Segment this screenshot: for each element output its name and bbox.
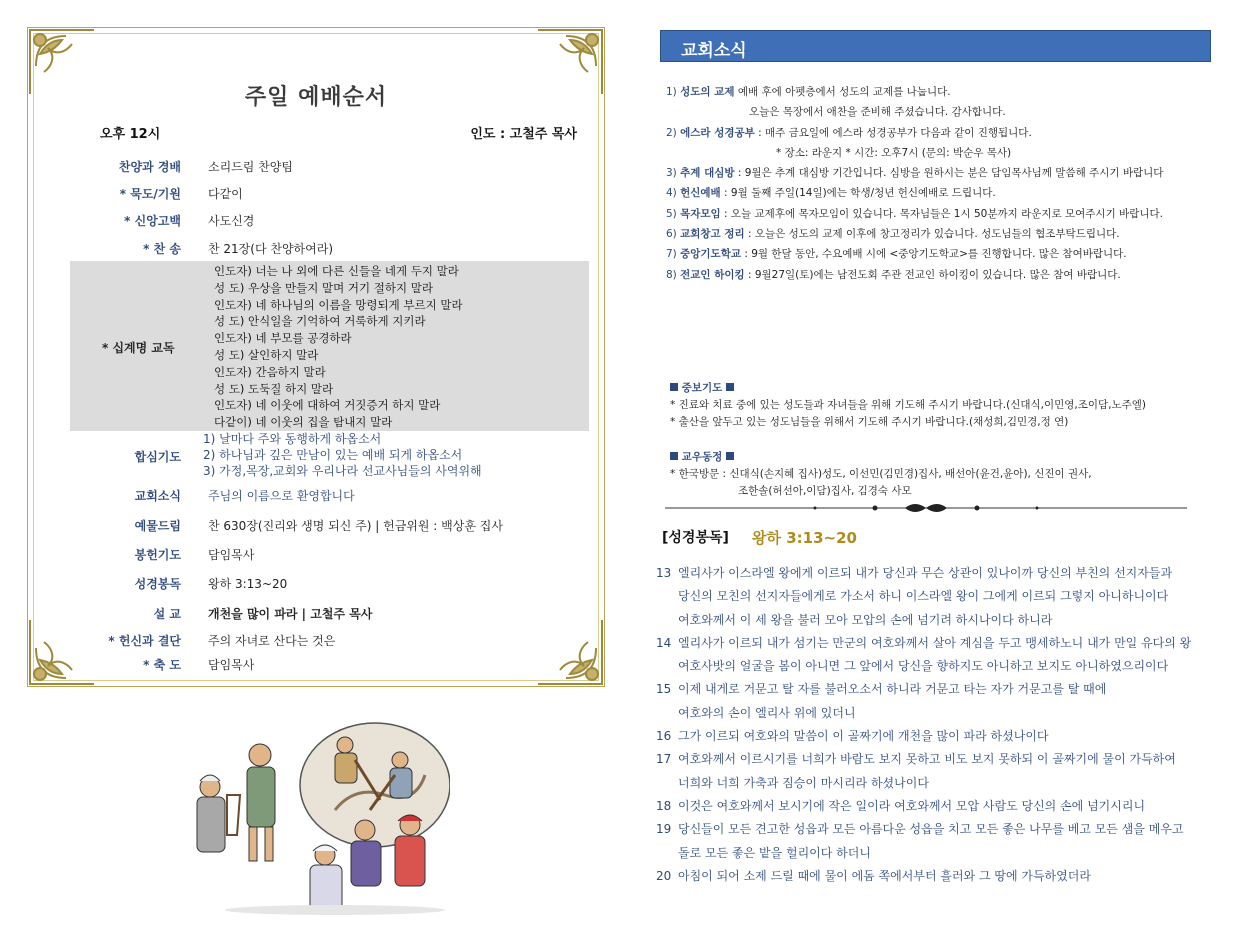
commandments-lines (214, 263, 463, 431)
item-value: 다같이 (208, 187, 243, 201)
news-head: 전교인 하이킹 (680, 268, 745, 281)
item-label: * 헌신과 결단 (108, 634, 181, 648)
news-header (660, 30, 1211, 62)
members-head: 교우동정 (681, 451, 723, 463)
commandment-line: 성 도) 살인하지 말라 (214, 347, 319, 362)
item-value: 찬 630장(진리와 생명 되신 주) | 헌금위원 : 백상훈 집사 (208, 519, 503, 533)
verse-text: 그가 이르되 여호와의 말씀이 이 골짜기에 개천을 많이 파라 하셨나이다 (678, 729, 1049, 744)
bible-reference: 왕하 3:13~20 (752, 529, 857, 547)
item-label: 교회소식 (134, 489, 181, 503)
news-text: 예배 후에 아펫층에서 성도의 교제를 나눕니다. (734, 86, 951, 98)
verse-line (656, 865, 1191, 888)
ornament-divider-icon (665, 500, 1187, 516)
item-value: 담임목사 (208, 658, 255, 672)
news-head: 에스라 성경공부 (680, 126, 755, 139)
worship-order-panel (27, 27, 605, 687)
section-heading (670, 449, 1092, 466)
item-label: * 묵도/기원 (119, 187, 181, 201)
news-num: 1) (666, 86, 677, 98)
news-list (666, 82, 1163, 285)
news-text: : 매주 금요일에 에스라 성경공부가 다음과 같이 진행됩니다. (754, 126, 1032, 139)
commandment-line: 인도자) 네 이웃에 대하여 거짓증거 하지 말라 (214, 398, 441, 413)
news-num: 3) (666, 167, 677, 180)
verse-text: 엘리사가 이르되 내가 섬기는 만군의 여호와께서 살아 계심을 두고 맹세하노니 내가 만일 유다의 왕 (678, 635, 1192, 650)
members-line: 조한솔(허선아,이담)집사, 김경숙 사모 (738, 485, 912, 497)
news-head: 헌신예배 (680, 187, 721, 200)
item-label: * 찬 송 (143, 242, 181, 256)
news-text: : 9월 한달 동안, 수요예배 시에 <중앙기도학교>를 진행합니다. 많은 참여바랍니다. (740, 248, 1127, 261)
ornament-corner-icon (534, 616, 606, 688)
news-text: : 9월은 추계 대심방 기간입니다. 심방을 원하시는 분은 담임목사님께 말씀해 주시기 바랍니다 (734, 167, 1164, 180)
commandment-line: 인도자) 너는 나 외에 다른 신들을 네게 두지 말라 (214, 264, 459, 278)
verse-text: 엘리사가 이스라엘 왕에게 이르되 내가 당신과 무슨 상관이 있나이까 당신의 부친의 선지자들과 (678, 566, 1173, 580)
verse-text: 이제 내게로 거문고 탈 자를 불러오소서 하니라 거문고 타는 자가 거문고를 탈 때에 (678, 682, 1107, 697)
item-label: * 축 도 (143, 658, 181, 672)
commandment-line: 성 도) 안식일을 기억하여 거룩하게 지키라 (214, 314, 426, 329)
verse-number: 16 (656, 729, 672, 744)
news-head: 중앙기도학교 (680, 248, 741, 261)
prayer-line: 3) 가정,목장,교회와 우리나라 선교사님들의 사역위해 (203, 464, 482, 478)
news-title: 교회소식 (681, 41, 747, 61)
news-text: : 오늘은 성도의 교제 이후에 창고정리가 있습니다. 성도님들의 협조부탁드립니다. (744, 228, 1120, 241)
verse-number: 20 (656, 868, 672, 883)
verse-line (656, 818, 1191, 841)
news-text: : 오늘 교제후에 목자모임이 있습니다. 목자님들은 1시 50분까지 라운지로 모여주시기 바랍니다. (720, 207, 1163, 220)
bible-reading-heading: [성경봉독] (662, 530, 729, 546)
square-bullet-icon (726, 383, 734, 391)
intercession-section (670, 380, 1146, 431)
news-num: 6) (666, 228, 677, 241)
verse-line (656, 678, 1191, 701)
verse-number: 19 (656, 822, 672, 837)
commandment-line: 다같이) 네 이웃의 집을 탐내지 말라 (214, 415, 393, 430)
ornament-corner-icon (26, 616, 98, 688)
item-label: 찬양과 경배 (118, 160, 181, 174)
verse-text: 아침이 되어 소제 드릴 때에 물이 에돔 쪽에서부터 흘러와 그 땅에 가득하였더라 (678, 868, 1091, 883)
item-label: 성경봉독 (134, 577, 181, 591)
square-bullet-icon (726, 452, 734, 460)
news-text: : 9월27일(토)에는 남전도회 주관 전교인 하이킹이 있습니다. 많은 참여 바랍니다. (744, 268, 1121, 281)
news-item-cont: 오늘은 목장에서 애찬을 준비해 주셨습니다. 감사합니다. (749, 106, 1006, 119)
news-num: 4) (666, 187, 677, 200)
news-item (666, 224, 1163, 244)
section-heading (670, 380, 1146, 397)
commandment-line: 성 도) 도둑질 하지 말라 (214, 381, 334, 396)
news-head: 추계 대심방 (680, 167, 735, 180)
service-leader: 인도 : 고철주 목사 (470, 127, 577, 142)
news-num: 7) (666, 248, 677, 261)
verse-text: 여호와께서 이르시기를 너희가 바람도 보지 못하고 비도 보지 못하되 이 골짜기에 물이 가득하여 (678, 752, 1176, 767)
verse-number: 13 (656, 566, 672, 580)
news-item (666, 265, 1163, 285)
verse-number: 15 (656, 682, 672, 697)
intercession-head: 중보기도 (681, 382, 723, 394)
verse-text: 당신들이 모든 견고한 성읍과 모든 아름다운 성읍을 치고 모든 좋은 나무를 베고 모든 샘을 메우고 (678, 822, 1184, 837)
news-text: : 9월 둘째 주일(14일)에는 학생/청년 헌신예배로 드립니다. (720, 187, 996, 200)
news-item (666, 82, 1163, 102)
verse-line: 돌로 모든 좋은 밭을 헐리이다 하더니 (678, 845, 871, 860)
verse-number: 14 (656, 635, 672, 650)
members-section (670, 449, 1092, 500)
verse-line (656, 748, 1191, 771)
item-value: 주의 자녀로 산다는 것은 (208, 634, 336, 648)
item-value: 소리드림 찬양팀 (208, 160, 293, 174)
item-value: 담임목사 (208, 548, 255, 562)
news-item (666, 244, 1163, 264)
news-head: 교회창고 정리 (680, 228, 745, 241)
item-label: * 신앙고백 (124, 214, 181, 228)
service-time: 오후 12시 (100, 127, 161, 142)
verse-line (656, 562, 1191, 585)
verse-line (656, 725, 1191, 748)
news-num: 2) (666, 126, 677, 139)
news-head: 목자모임 (680, 207, 721, 220)
news-num: 8) (666, 268, 677, 281)
members-line: * 한국방문 : 신대식(손지혜 집사)성도, 이선민(김민경)집사, 배선아(윤건,윤아), 신진이 권사, (670, 468, 1092, 480)
verse-line (656, 632, 1191, 655)
news-item (666, 204, 1163, 224)
verse-number: 17 (656, 752, 672, 767)
prayer-lines (203, 431, 482, 479)
commandments-label: * 십계명 교독 (102, 341, 175, 355)
news-num: 5) (666, 207, 677, 220)
item-value: 찬 21장(다 찬양하여라) (208, 242, 333, 256)
verse-line (656, 795, 1191, 818)
page-title: 주일 예배순서 (244, 85, 388, 110)
news-item (666, 123, 1163, 143)
item-value: 사도신경 (208, 214, 255, 228)
prayer-line: 2) 하나님과 깊은 만남이 있는 예배 되게 하옵소서 (203, 448, 463, 462)
intercession-line: * 진료와 치료 중에 있는 성도들과 자녀들을 위해 기도해 주시기 바랍니다.(신대식,이민영,조이담,노주엘) (670, 399, 1147, 411)
commandment-line: 성 도) 우상을 만들지 말며 거기 절하지 말라 (214, 280, 433, 295)
square-bullet-icon (670, 383, 678, 391)
verse-number: 18 (656, 798, 672, 813)
item-label: 합심기도 (134, 450, 181, 464)
verse-line: 너희와 너희 가축과 짐승이 마시리라 하셨나이다 (678, 775, 929, 790)
item-value: 주님의 이름으로 환영합니다 (208, 489, 355, 503)
item-value: 왕하 3:13~20 (208, 577, 288, 591)
verse-line: 당신의 모친의 선지자들에게로 가소서 하니 이스라엘 왕이 그에게 이르되 그렇지 아니하니이다 (678, 589, 1169, 604)
bible-illustration (185, 715, 450, 915)
commandment-line: 인도자) 네 하나님의 이름을 망령되게 부르지 말라 (214, 297, 463, 312)
item-label: 봉헌기도 (134, 548, 181, 562)
bible-verses (656, 562, 1191, 888)
sermon-value: 개천을 많이 파라 | 고철주 목사 (208, 607, 373, 621)
verse-text: 이것은 여호와께서 보시기에 작은 일이라 여호와께서 모압 사람도 당신의 손에 넘기시리니 (678, 798, 1146, 813)
verse-line: 여호사밧의 얼굴을 봄이 아니면 그 앞에서 당신을 향하지도 아니하고 보지도 아니하였으리이다 (678, 659, 1169, 674)
square-bullet-icon (670, 452, 678, 460)
commandment-line: 인도자) 네 부모를 공경하라 (214, 331, 352, 346)
item-label: 예물드림 (134, 519, 181, 533)
news-item-cont: * 장소: 라운지 * 시간: 오후7시 (문의: 박순우 목사) (776, 146, 1012, 159)
intercession-line: * 출산을 앞두고 있는 성도님들을 위해서 기도해 주시기 바랍니다.(채성희,김민경,정 연) (670, 416, 1069, 428)
news-head: 성도의 교제 (680, 86, 735, 98)
news-item (666, 163, 1163, 183)
prayer-line: 1) 날마다 주와 동행하게 하옵소서 (203, 432, 382, 446)
item-label: 설 교 (153, 607, 181, 621)
commandment-line: 인도자) 간음하지 말라 (214, 364, 326, 379)
verse-line: 여호와의 손이 엘리사 위에 있더니 (678, 705, 856, 720)
verse-line: 여호와께서 이 세 왕을 불러 모아 모압의 손에 넘기려 하시나이다 하니라 (678, 612, 1053, 627)
news-item (666, 183, 1163, 203)
